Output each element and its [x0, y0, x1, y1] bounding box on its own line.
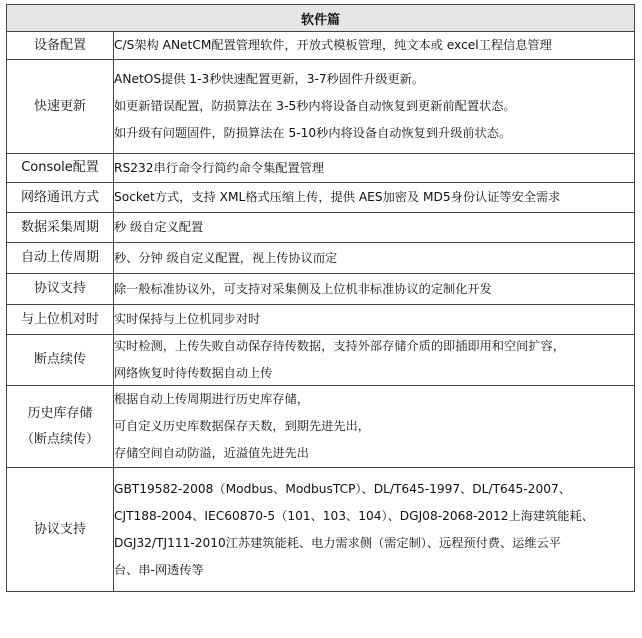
row-label-line: Console配置 — [21, 160, 99, 175]
row-label-line: 数据采集周期 — [20, 219, 99, 235]
description-line: 根据自动上传周期进行历史库存储， — [114, 392, 309, 406]
row-label — [7, 60, 114, 154]
description-line: 秒、分钟 级自定义配置，视上传协议而定 — [114, 250, 338, 265]
row-label-line: 设备配置 — [33, 37, 86, 53]
description-line: GBT19582-2008（Modbus、ModbusTCP）、DL/T645-1997、DL/T645-2007、 — [114, 481, 571, 496]
row-label — [7, 274, 114, 305]
table-row — [7, 183, 635, 213]
description-line: Socket方式，支持 XML格式压缩上传，提供 AES加密及 MD5身份认证等安全需求 — [114, 190, 561, 204]
description-line: 台、串-网透传等 — [114, 562, 204, 577]
table-row — [7, 386, 635, 468]
row-label-line: 自动上传周期 — [20, 250, 99, 265]
software-spec-table — [6, 4, 635, 592]
table-row — [7, 243, 635, 274]
description-line: 如更新错误配置，防损算法在 3-5秒内将设备自动恢复到更新前配置状态。 — [114, 99, 516, 113]
table-row — [7, 60, 635, 154]
row-description — [114, 335, 635, 386]
row-label-line: 断点续传 — [33, 352, 86, 367]
row-description — [114, 305, 635, 335]
description-line: DGJ32/TJ111-2010江苏建筑能耗、电力需求侧（需定制）、远程预付费、运维云平 — [114, 535, 561, 550]
description-line: 网络恢复时待传数据自动上传 — [114, 366, 273, 380]
row-label — [7, 32, 114, 60]
description-line: 可自定义历史库数据保存天数，到期先进先出， — [114, 419, 370, 433]
row-label-line: 与上位机对时 — [20, 311, 99, 327]
table-row — [7, 468, 635, 592]
row-label-line: 快速更新 — [33, 98, 86, 114]
description-line: 如升级有问题固件，防损算法在 5-10秒内将设备自动恢复到升级前状态。 — [114, 126, 512, 140]
description-line: 实时检测，上传失败自动保存待传数据，支持外部存储介质的即插即用和空间扩容， — [114, 339, 565, 353]
row-label — [7, 386, 114, 468]
row-description — [114, 468, 635, 592]
table-row — [7, 154, 635, 183]
row-description — [114, 213, 635, 243]
row-label-line: 协议支持 — [33, 521, 86, 537]
description-line: C/S架构 ANetCM配置管理软件，开放式模板管理，纯文本或 excel工程信息管理 — [114, 38, 552, 52]
row-description — [114, 60, 635, 154]
row-label — [7, 305, 114, 335]
table-body — [7, 32, 635, 592]
row-label — [7, 243, 114, 274]
description-line: 实时保持与上位机同步对时 — [114, 312, 261, 326]
row-description — [114, 243, 635, 274]
description-line: 秒 级自定义配置 — [114, 220, 204, 234]
description-line: ANetOS提供 1-3秒快速配置更新，3-7秒固件升级更新。 — [114, 72, 425, 86]
description-line: 除一般标准协议外，可支持对采集侧及上位机非标准协议的定制化开发 — [114, 281, 492, 296]
table-title-row — [7, 5, 635, 32]
row-label — [7, 213, 114, 243]
row-label-line: 协议支持 — [33, 281, 86, 296]
table-row — [7, 305, 635, 335]
row-description — [114, 183, 635, 213]
row-description — [114, 274, 635, 305]
description-line: RS232串行命令行简约命令集配置管理 — [114, 160, 325, 175]
row-label-line: （断点续传） — [20, 431, 99, 447]
table-row — [7, 213, 635, 243]
row-label — [7, 183, 114, 213]
row-description — [114, 386, 635, 468]
row-label — [7, 468, 114, 592]
table-row — [7, 335, 635, 386]
table-title: 软件篇 — [7, 5, 635, 32]
row-label-line: 历史库存储 — [27, 405, 93, 421]
row-description — [114, 32, 635, 60]
table-row — [7, 274, 635, 305]
table-row — [7, 32, 635, 60]
description-line: 存储空间自动防溢，近溢值先进先出 — [114, 446, 309, 460]
description-line: CJT188-2004、IEC60870-5（101、103、104）、DGJ08-2068-2012上海建筑能耗、 — [114, 508, 594, 523]
row-label — [7, 335, 114, 386]
row-label — [7, 154, 114, 183]
row-label-line: 网络通讯方式 — [20, 189, 99, 205]
row-description — [114, 154, 635, 183]
